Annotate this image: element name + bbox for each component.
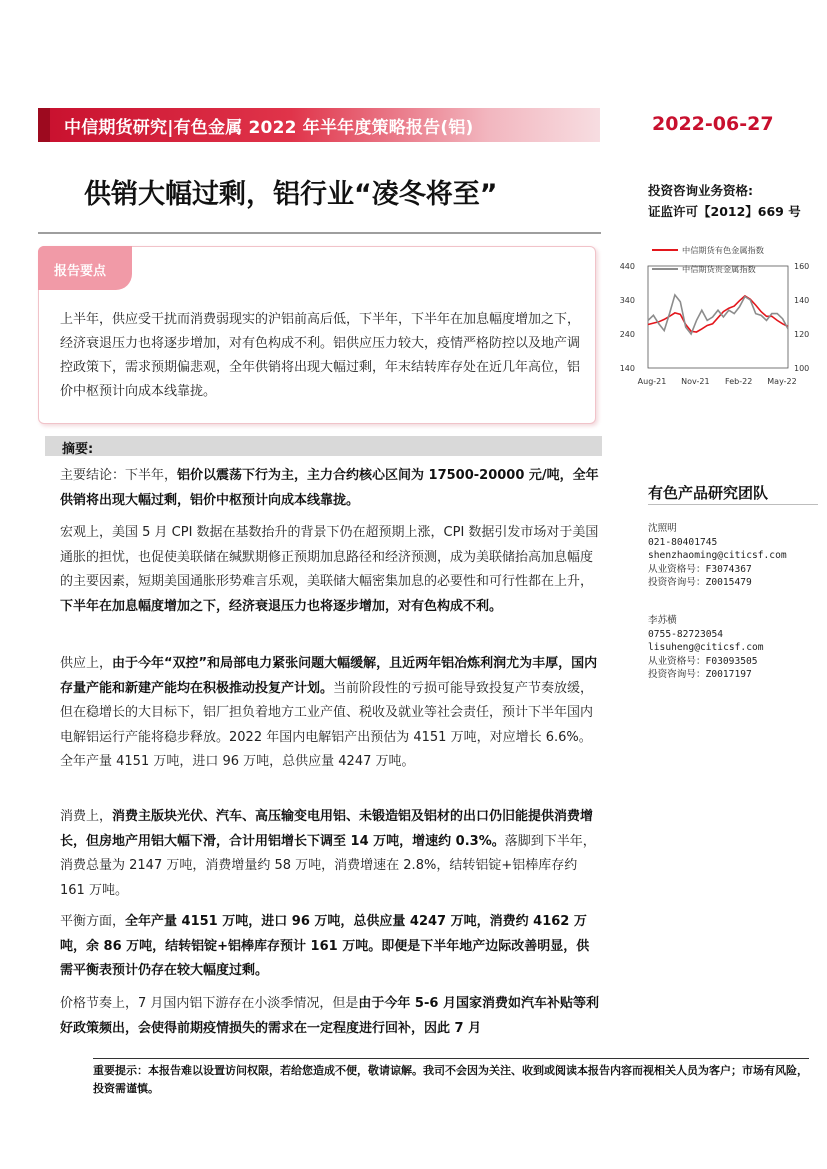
paragraph-text: 当前阶段性的亏损可能导致投复产节奏放缓，但在稳增长的大目标下，铝厂担负着地方工业产值、税收及就业等社会责任，预计下半年国内电解铝运行产能将稳步释放。2022 年国内电解铝产出预估为 4151 万吨，对应增长 6.6%。全年产量 4151 万吨，进口 96 万吨，总供应量 4247 万吨。 (60, 680, 594, 770)
y-left-tick-label: 240 (619, 330, 635, 339)
footer-divider (93, 1058, 809, 1059)
analyst-name: 李苏横 (648, 615, 677, 626)
x-tick-label: May-22 (767, 377, 797, 386)
summary-tab-label: 报告要点 (54, 264, 107, 279)
footer-disclaimer: 重要提示：本报告难以设置访问权限，若给您造成不便，敬请谅解。我司不会因为关注、收到或阅读本报告内容而视相关人员为客户；市场有风险，投资需谨慎。 (93, 1064, 808, 1095)
analyst-license: 从业资格号：F03093505 (648, 655, 758, 667)
report-header-title: 中信期货研究|有色金属 2022 年半年度策略报告(铝) (64, 118, 474, 138)
paragraph-text: 落脚到下半年，消费总量为 2147 万吨，消费增量约 58 万吨，消费增速在 2.8%，结转铝锭+铝棒库存约 161 万吨。 (60, 833, 596, 898)
summary-text: 上半年，供应受干扰而消费弱现实的沪铝前高后低，下半年，下半年在加息幅度增加之下，经济衰退压力也将逐步增加，对有色构成不利。铝供应压力较大，疫情严格防控以及地产调控政策下，需求预期偏悲观，全年供销将出现大幅过剩，年末结转库存处在近几年高位，铝价中枢预计向成本线靠拢。 (60, 312, 581, 399)
analyst-email[interactable]: shenzhaoming@citicsf.com (648, 550, 787, 561)
paragraph-emphasis: 铝价以震荡下行为主，主力合约核心区间为 17500-20000 元/吨，全年供销将出现大幅过剩，铝价中枢预计向成本线靠拢。 (60, 468, 599, 508)
report-date: 2022-06-27 (652, 113, 774, 135)
qualification-line-2: 证监许可【2012】669 号 (648, 204, 801, 219)
research-team-title: 有色产品研究团队 (648, 484, 769, 502)
y-right-tick-label: 160 (794, 262, 810, 271)
paragraph-text: 主要结论：下半年， (60, 468, 178, 483)
paragraph-emphasis: 全年产量 4151 万吨，进口 96 万吨，总供应量 4247 万吨，消费约 4162 万吨，余 86 万吨，结转铝锭+铝棒库存预计 161 万吨。即便是下半年地产边际改善明显，供需平衡表预计仍存在较大幅度过剩。 (60, 914, 590, 979)
abstract-paragraph-balance (60, 910, 602, 984)
paragraph-text: 消费上， (60, 809, 113, 824)
paragraph-emphasis: 由于今年“双控”和局部电力紧张问题大幅缓解，且近两年铝冶炼利润尤为丰厚，国内存量产能和新建产能均在积极推动投复产计划。 (60, 656, 598, 696)
y-right-tick-label: 140 (794, 296, 810, 305)
abstract-paragraph-consumption (60, 805, 602, 903)
abstract-heading-bar (45, 436, 602, 456)
abstract-paragraph-supply (60, 652, 602, 775)
x-tick-label: Nov-21 (681, 377, 710, 386)
analyst-consult-id: 投资咨询号：Z0017197 (648, 669, 752, 680)
legend-label: 中信期货有色金属指数 (682, 245, 764, 255)
paragraph-emphasis: 由于今年 5-6 月国家消费如汽车补贴等利好政策频出，会使得前期疫情损失的需求在一定程度进行回补，因此 7 月 (60, 996, 599, 1036)
abstract-heading: 摘要: (62, 442, 94, 457)
abstract-paragraph-macro (60, 521, 602, 619)
research-team-divider (648, 504, 818, 505)
abstract-paragraph-pricing (60, 992, 602, 1041)
legend-label: 中信期货贵金属指数 (682, 264, 756, 274)
paragraph-emphasis: 下半年在加息幅度增加之下，经济衰退压力也将逐步增加，对有色构成不利。 (60, 598, 503, 614)
x-tick-label: Feb-22 (725, 377, 753, 386)
analyst-name: 沈照明 (648, 523, 677, 534)
y-right-tick-label: 100 (794, 364, 810, 373)
analyst-contact-2 (648, 614, 764, 682)
analyst-phone: 021-80401745 (648, 536, 718, 548)
abstract-paragraph-conclusion (60, 464, 602, 513)
y-right-tick-label: 120 (794, 330, 810, 339)
qualification-line-1: 投资咨询业务资格: (648, 183, 753, 198)
y-left-tick-label: 440 (619, 262, 635, 271)
paragraph-text: 供应上， (60, 656, 113, 671)
price-index-chart (612, 240, 827, 390)
x-tick-label: Aug-21 (637, 377, 667, 386)
header-band-marker (38, 108, 50, 142)
analyst-email[interactable]: lisuheng@citicsf.com (648, 642, 764, 653)
paragraph-text: 宏观上，美国 5 月 CPI 数据在基数抬升的背景下仍在超预期上涨，CPI 数据引发市场对于美国通胀的担忧，也促使美联储在缄默期修正预期加息路径和经济预测，成为美联储抬高加息幅度的主要因素，短期美国通胀形势难言乐观，美联储大幅密集加息的必要性和可行性都在上升， (60, 525, 599, 590)
page-title: 供销大幅过剩，铝行业“凌冬将至” (84, 179, 498, 210)
series-line (648, 295, 788, 334)
paragraph-emphasis: 消费主版块光伏、汽车、高压输变电用铝、未锻造铝及铝材的出口仍旧能提供消费增长，但房地产用铝大幅下滑，合计用铝增长下调至 14 万吨，增速约 0.3%。 (60, 809, 594, 849)
analyst-phone: 0755-82723054 (648, 628, 724, 640)
paragraph-text: 平衡方面， (60, 914, 126, 929)
y-left-tick-label: 140 (619, 364, 635, 373)
analyst-license: 从业资格号：F3074367 (648, 563, 752, 575)
title-divider (38, 232, 601, 234)
y-left-tick-label: 340 (619, 296, 635, 305)
analyst-consult-id: 投资咨询号：Z0015479 (648, 577, 752, 588)
paragraph-text: 价格节奏上，7 月国内铝下游存在小淡季情况，但是 (60, 996, 359, 1011)
analyst-contact-1 (648, 522, 787, 590)
